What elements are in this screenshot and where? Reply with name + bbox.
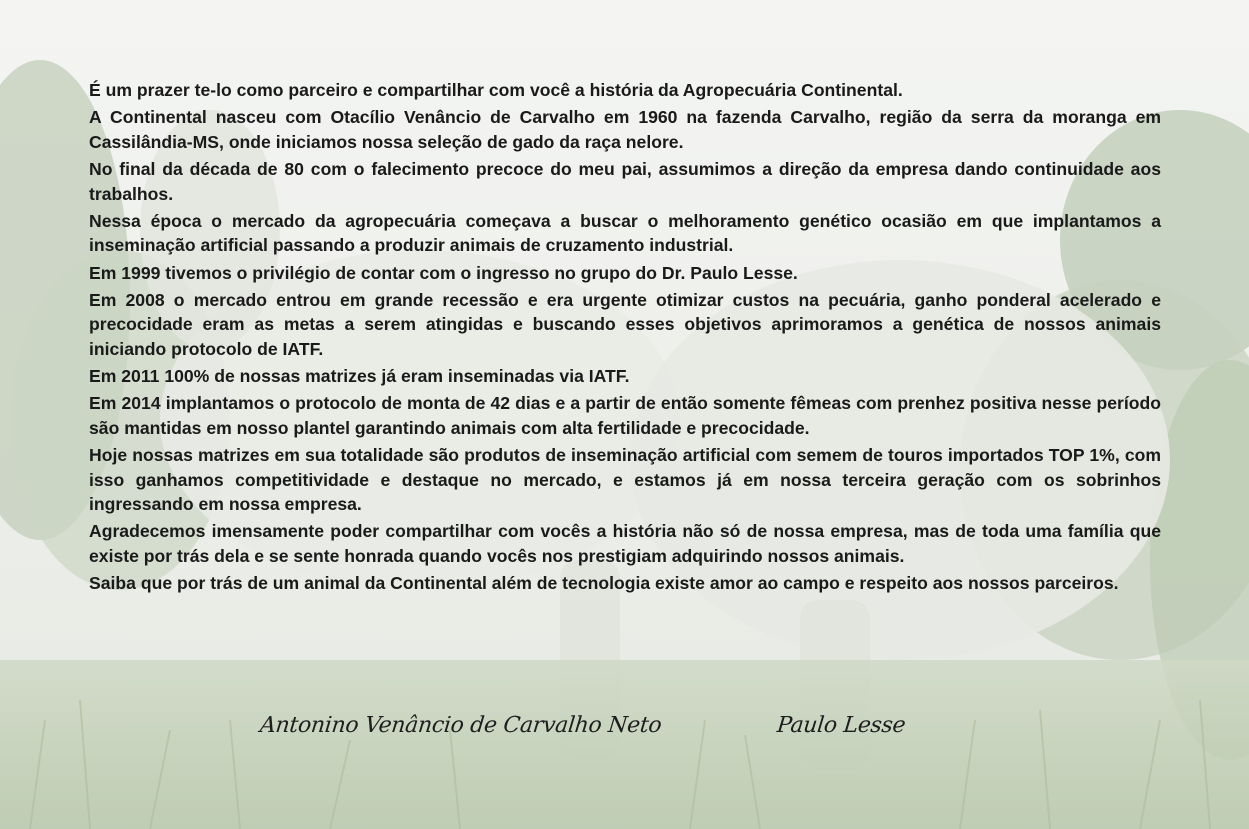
paragraph-today: Hoje nossas matrizes em sua totalidade são produtos de inseminação artificial com semem de touros importados TOP 1%, com isso ganhamos competitividade e destaque no mercado, e estamos já em nossa terceira geração com os sobrinhos ingressando em nossa empresa.	[89, 445, 1161, 515]
paragraph-genetics: Nessa época o mercado da agropecuária começava a buscar o melhoramento genético ocasião em que implantamos a inseminação artificial passando a produzir animais de cruzamento industrial.	[89, 210, 1161, 256]
paragraph-1999: Em 1999 tivemos o privilégio de contar com o ingresso no grupo do Dr. Paulo Lesse.	[89, 262, 798, 283]
paragraph-intro: É um prazer te-lo como parceiro e compartilhar com você a história da Agropecuária Continental.	[89, 80, 903, 100]
letter-body	[89, 78, 1161, 598]
paragraph-eighties: No final da década de 80 com o falecimento precoce do meu pai, assumimos a direção da empresa dando continuidade aos trabalhos.	[89, 158, 1161, 204]
paragraph-thanks: Agradecemos imensamente poder compartilhar com vocês a história não só de nossa empresa, mas de toda uma família que existe por trás dela e se sente honrada quando vocês nos prestigiam adquirindo nossos animais.	[89, 521, 1161, 567]
paragraph-2008: Em 2008 o mercado entrou em grande recessão e era urgente otimizar custos na pecuária, ganho ponderal acelerado e precocidade eram as metas a serem atingidas e buscando esses objetivos aprimoramos a genética de nossos animais iniciando protocolo de IATF.	[89, 289, 1161, 359]
paragraph-closing: Saiba que por trás de um animal da Continental além de tecnologia existe amor ao campo e respeito aos nossos parceiros.	[89, 573, 1119, 594]
paragraph-2014: Em 2014 implantamos o protocolo de monta de 42 dias e a partir de então somente fêmeas com prenhez positiva nesse período são mantidas em nosso plantel garantindo animais com alta fertilidade e precocidade.	[89, 393, 1161, 438]
paragraph-2011: Em 2011 100% de nossas matrizes já eram inseminadas via IATF.	[89, 366, 630, 387]
paragraph-founding: A Continental nasceu com Otacílio Venâncio de Carvalho em 1960 na fazenda Carvalho, região da serra da moranga em Cassilândia-MS, onde iniciamos nossa seleção de gado da raça nelore.	[89, 107, 1161, 152]
signature-antonino: Antonino Venâncio de Carvalho Neto	[258, 713, 663, 738]
signature-paulo: Paulo Lesse	[775, 713, 907, 738]
